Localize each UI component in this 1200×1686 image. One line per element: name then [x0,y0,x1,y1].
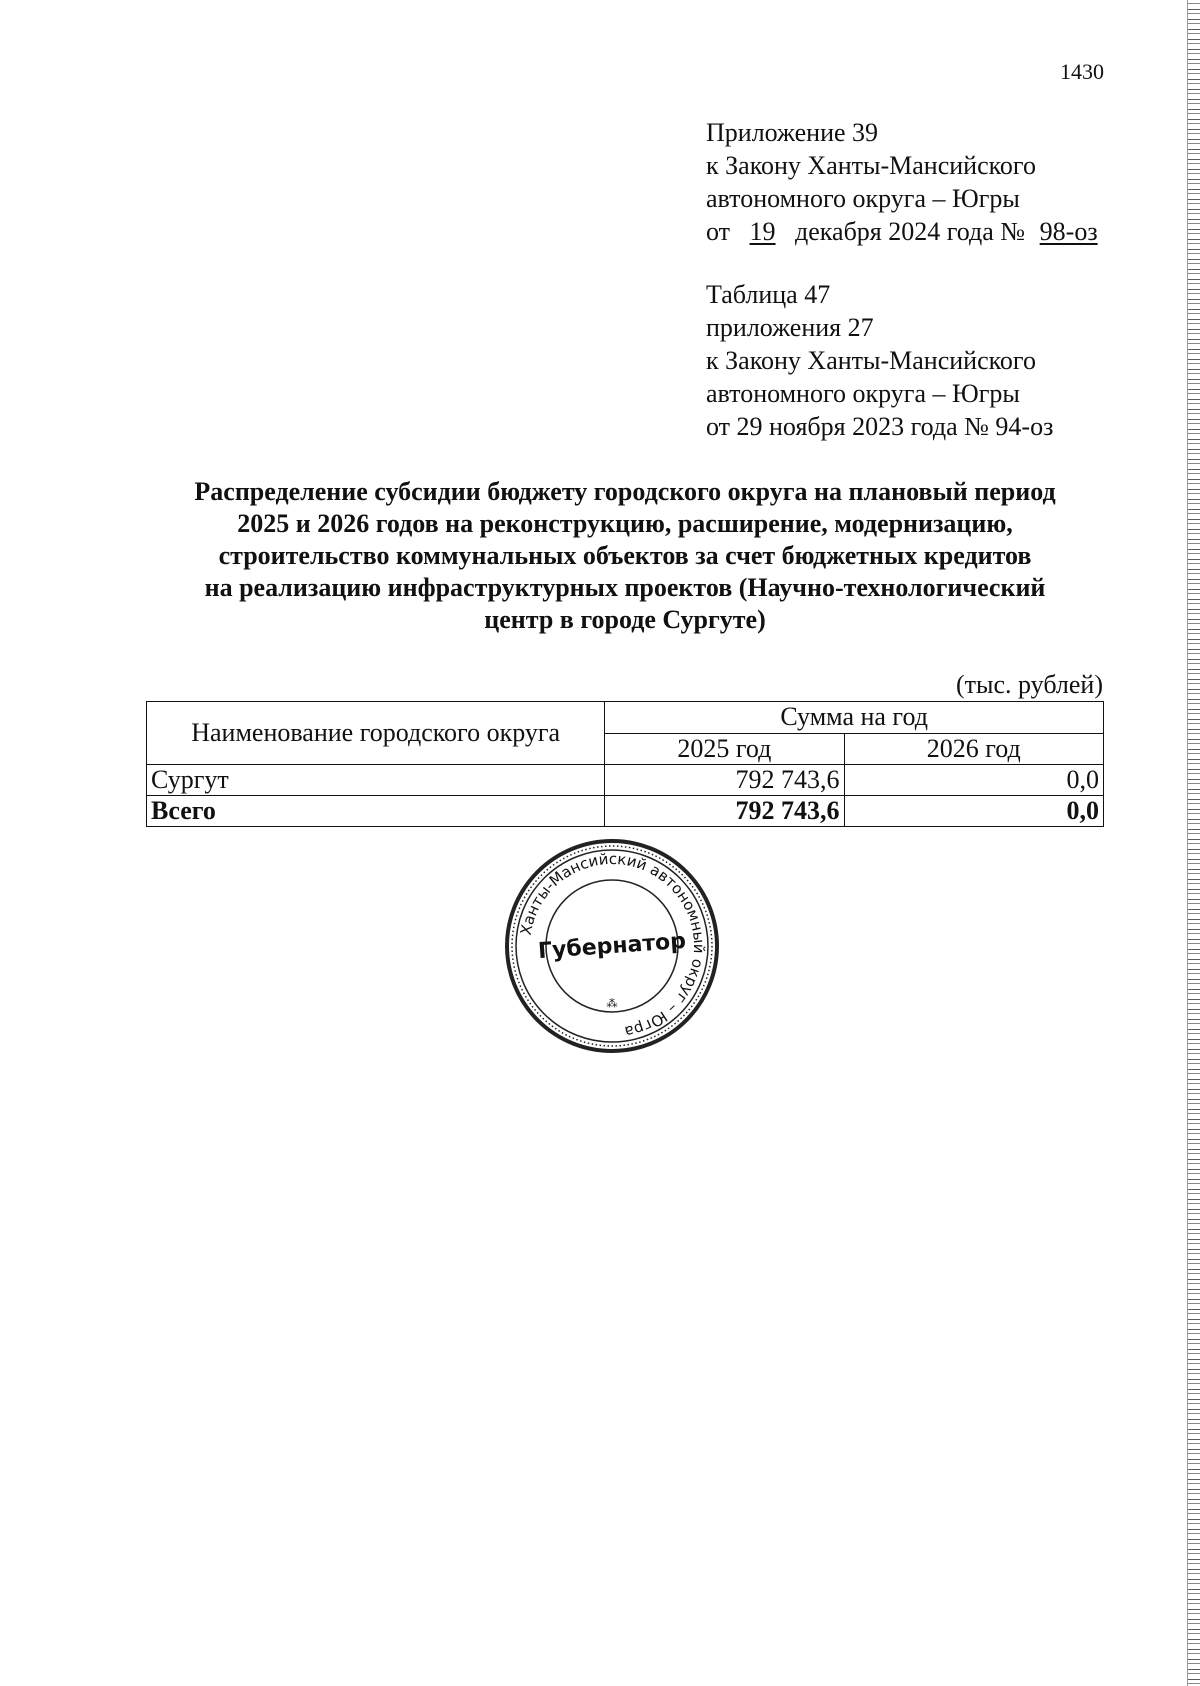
table-ref-line: от 29 ноября 2023 года № 94-оз [706,412,1054,441]
seal-center-text: Губернатор [537,928,687,965]
appendix-line: Приложение 39 [706,118,879,147]
scan-edge-artifact [1187,0,1200,1686]
appendix-date-line [706,215,1136,248]
table-ref-line: приложения 27 [706,313,874,342]
cell-total-2025: 792 743,6 [605,796,844,827]
appendix-line: к Закону Ханты-Мансийского [706,151,1036,180]
title-line: Распределение субсидии бюджету городского округа на плановый период [194,477,1056,506]
cell-municipality-name: Сургут [147,765,605,796]
date-rest: декабря 2024 года № [795,217,1026,246]
document-title [150,476,1100,636]
cell-amount-2026: 0,0 [844,765,1103,796]
page-number: 1430 [1060,59,1104,84]
seal-graphic [503,837,721,1055]
appendix-header [706,116,1136,248]
units-label: (тыс. рублей) [955,670,1103,699]
appendix-line: автономного округа – Югры [706,184,1020,213]
title-line: строительство коммунальных объектов за счет бюджетных кредитов [218,541,1032,570]
table-ref-line: Таблица 47 [706,280,831,309]
table-reference-header [706,278,1136,443]
title-line: на реализацию инфраструктурных проектов (Научно-технологический [204,573,1046,602]
table-header-row [147,702,1104,734]
table-ref-line: к Закону Ханты-Мансийского [706,346,1036,375]
date-day: 19 [749,217,776,246]
seal-mark: ⁂ [606,997,618,1010]
header-annual-sum: Сумма на год [605,702,1104,734]
table-total-row [147,796,1104,827]
cell-amount-2025: 792 743,6 [605,765,844,796]
title-line: 2025 и 2026 годов на реконструкцию, расширение, модернизацию, [237,509,1013,538]
title-line: центр в городе Сургуте) [484,605,766,634]
header-year-2025: 2025 год [605,733,844,765]
law-number: 98-оз [1039,217,1098,246]
date-prefix: от [706,217,731,246]
table-ref-line: автономного округа – Югры [706,379,1020,408]
seal-ring-text: Ханты-Мансийский автономный округ – Югра [516,849,709,1041]
header-municipality: Наименование городского округа [147,702,605,765]
table-row [147,765,1104,796]
cell-total-label: Всего [147,796,605,827]
subsidy-table [146,701,1104,827]
cell-total-2026: 0,0 [844,796,1103,827]
governor-seal [503,837,721,1055]
header-year-2026: 2026 год [844,733,1103,765]
